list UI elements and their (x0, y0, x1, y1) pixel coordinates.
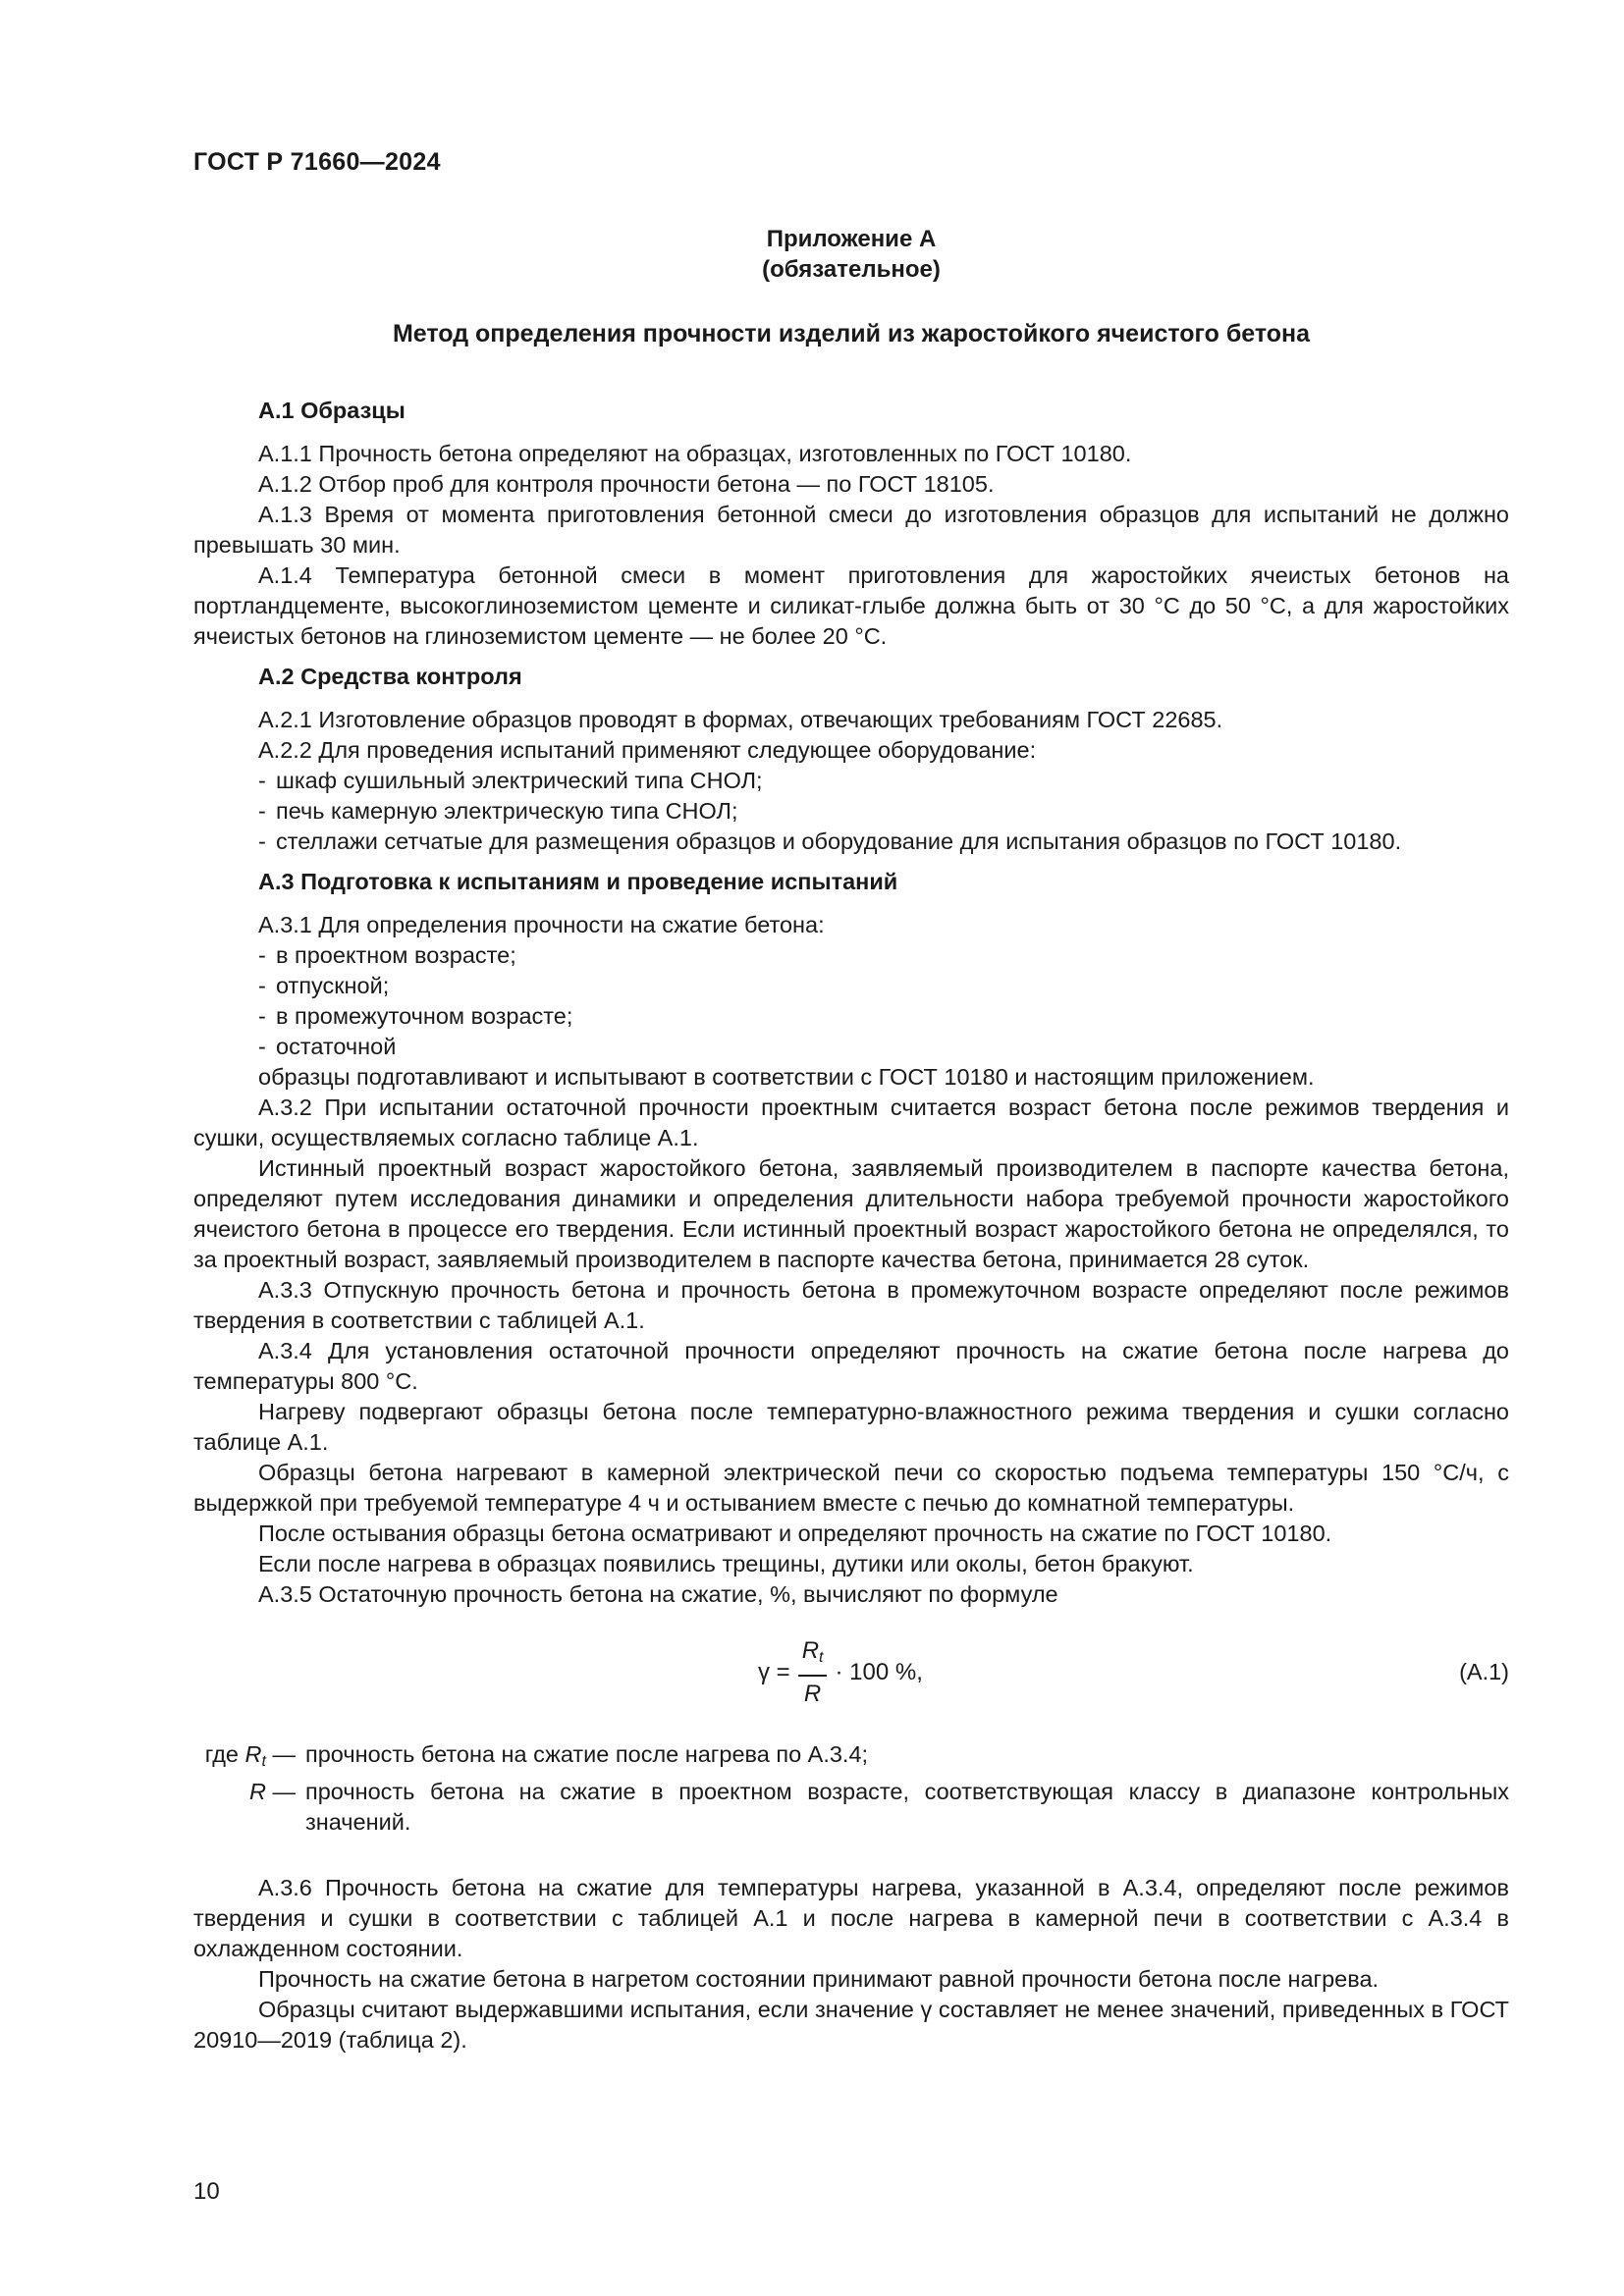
formula-legend (193, 1739, 1509, 1838)
paragraph: А.3.1 Для определения прочности на сжатие бетона: (258, 912, 825, 937)
list-item: - отпускной; (258, 973, 390, 998)
legend-description: прочность бетона на сжатие после нагрева по А.3.4; (305, 1741, 869, 1767)
paragraph: Нагреву подвергают образцы бетона после температурно-влажностного режима твердения и сушки согласно таблице А.1. (193, 1399, 1509, 1455)
formula-fraction (798, 1635, 828, 1709)
document-body (193, 396, 1509, 2056)
paragraph: А.1.4 Температура бетонной смеси в момент приготовления для жаростойких ячеистых бетонов на портландцементе, высокоглиноземистом цементе и силикат-глыбе должна быть от 30 °С до 50 °С, а для жаростойких ячеистых бетонов на глиноземистом цементе — не более 20 °С. (193, 562, 1509, 649)
paragraph: А.3.6 Прочность бетона на сжатие для температуры нагрева, указанной в А.3.4, определяют после режимов твердения и сушки в соответствии с таблицей А.1 и после нагрева в камерной печи в соответствии с А.3.4 в охлажденном состоянии. (193, 1875, 1509, 1961)
list-item: - в промежуточном возрасте; (258, 1003, 573, 1029)
list-item: - остаточной (258, 1034, 397, 1059)
paragraph: А.2.2 Для проведения испытаний применяют следующее оборудование: (258, 737, 1037, 763)
formula-number: (А.1) (1459, 1659, 1509, 1684)
page-number: 10 (193, 2178, 220, 2205)
formula-denominator: R (803, 1680, 822, 1707)
annex-heading: Метод определения прочности изделий из жаростойкого ячеистого бетона (392, 320, 1311, 347)
formula-expression (758, 1628, 923, 1716)
paragraph: А.3.5 Остаточную прочность бетона на сжатие, %, вычисляют по формуле (258, 1581, 1058, 1607)
paragraph: Если после нагрева в образцах появились трещины, дутики или околы, бетон бракуют. (258, 1551, 1194, 1576)
paragraph: Образцы бетона нагревают в камерной электрической печи со скоростью подъема температуры 150 °С/ч, с выдержкой при требуемой температуре 4 ч и остыванием вместе с печью до комнатной температуры. (193, 1460, 1509, 1516)
formula-lhs: γ = (758, 1658, 790, 1685)
list-item: - шкаф сушильный электрический типа СНОЛ; (258, 768, 763, 793)
formula-numerator: $R_t$ (798, 1635, 828, 1677)
paragraph: Истинный проектный возраст жаростойкого бетона, заявляемый производителем в паспорте качества бетона, определяют путем исследования динамики и определения длительности набора требуемой прочности жаростойкого ячеистого бетона в процессе его твердения. Если истинный проектный возраст жаростойкого бетона не определялся, то за проектный возраст, заявляемый производителем в паспорте качества бетона, принимается 28 суток. (193, 1155, 1509, 1272)
list-continuation: образцы подготавливают и испытывают в соответствии с ГОСТ 10180 и настоящим приложением. (258, 1064, 1315, 1090)
paragraph: А.3.3 Отпускную прочность бетона и прочность бетона в промежуточном возрасте определяют после режимов твердения в соответствии с таблицей А.1. (193, 1277, 1509, 1333)
paragraph: Образцы считают выдержавшими испытания, если значение γ составляет не менее значений, приведенных в ГОСТ 20910—2019 (таблица 2). (193, 1997, 1509, 2053)
list-item: - печь камерную электрическую типа СНОЛ; (258, 798, 738, 824)
annex-status: (обязательное) (762, 256, 941, 283)
legend-symbol: где $R_t$ — (204, 1741, 296, 1770)
legend-symbol: R — (248, 1779, 296, 1804)
paragraph: А.3.4 Для установления остаточной прочности определяют прочность на сжатие бетона после нагрева до температуры 800 °С. (193, 1338, 1509, 1394)
formula-a1 (193, 1618, 1509, 1734)
annex-header (193, 224, 1509, 285)
section-heading-a2: А.2 Средства контроля (258, 664, 522, 689)
paragraph: Прочность на сжатие бетона в нагретом состоянии принимают равной прочности бетона после нагрева. (258, 1966, 1380, 1992)
list-item: - стеллажи сетчатые для размещения образцов и оборудование для испытания образцов по ГОСТ 10180. (258, 828, 1402, 854)
legend-description: прочность бетона на сжатие в проектном возрасте, соответствующая классу в диапазоне контрольных значений. (305, 1779, 1509, 1835)
document-code-header: ГОСТ Р 71660—2024 (193, 148, 441, 176)
paragraph: А.3.2 При испытании остаточной прочности проектным считается возраст бетона после режимов твердения и сушки, осуществляемых согласно таблице А.1. (193, 1095, 1509, 1150)
formula-tail: · 100 %, (835, 1658, 923, 1685)
list-item: - в проектном возрасте; (258, 942, 516, 968)
paragraph: После остывания образцы бетона осматривают и определяют прочность на сжатие по ГОСТ 10180. (258, 1521, 1332, 1546)
section-heading-a3: А.3 Подготовка к испытаниям и проведение испытаний (258, 869, 898, 894)
paragraph: А.1.1 Прочность бетона определяют на образцах, изготовленных по ГОСТ 10180. (258, 441, 1132, 466)
annex-title: Приложение А (766, 226, 937, 252)
paragraph: А.2.1 Изготовление образцов проводят в формах, отвечающих требованиям ГОСТ 22685. (258, 707, 1223, 732)
section-heading-a1: А.1 Образцы (258, 398, 406, 423)
paragraph: А.1.2 Отбор проб для контроля прочности бетона — по ГОСТ 18105. (258, 471, 995, 497)
paragraph: А.1.3 Время от момента приготовления бетонной смеси до изготовления образцов для испытаний не должно превышать 30 мин. (193, 502, 1509, 558)
